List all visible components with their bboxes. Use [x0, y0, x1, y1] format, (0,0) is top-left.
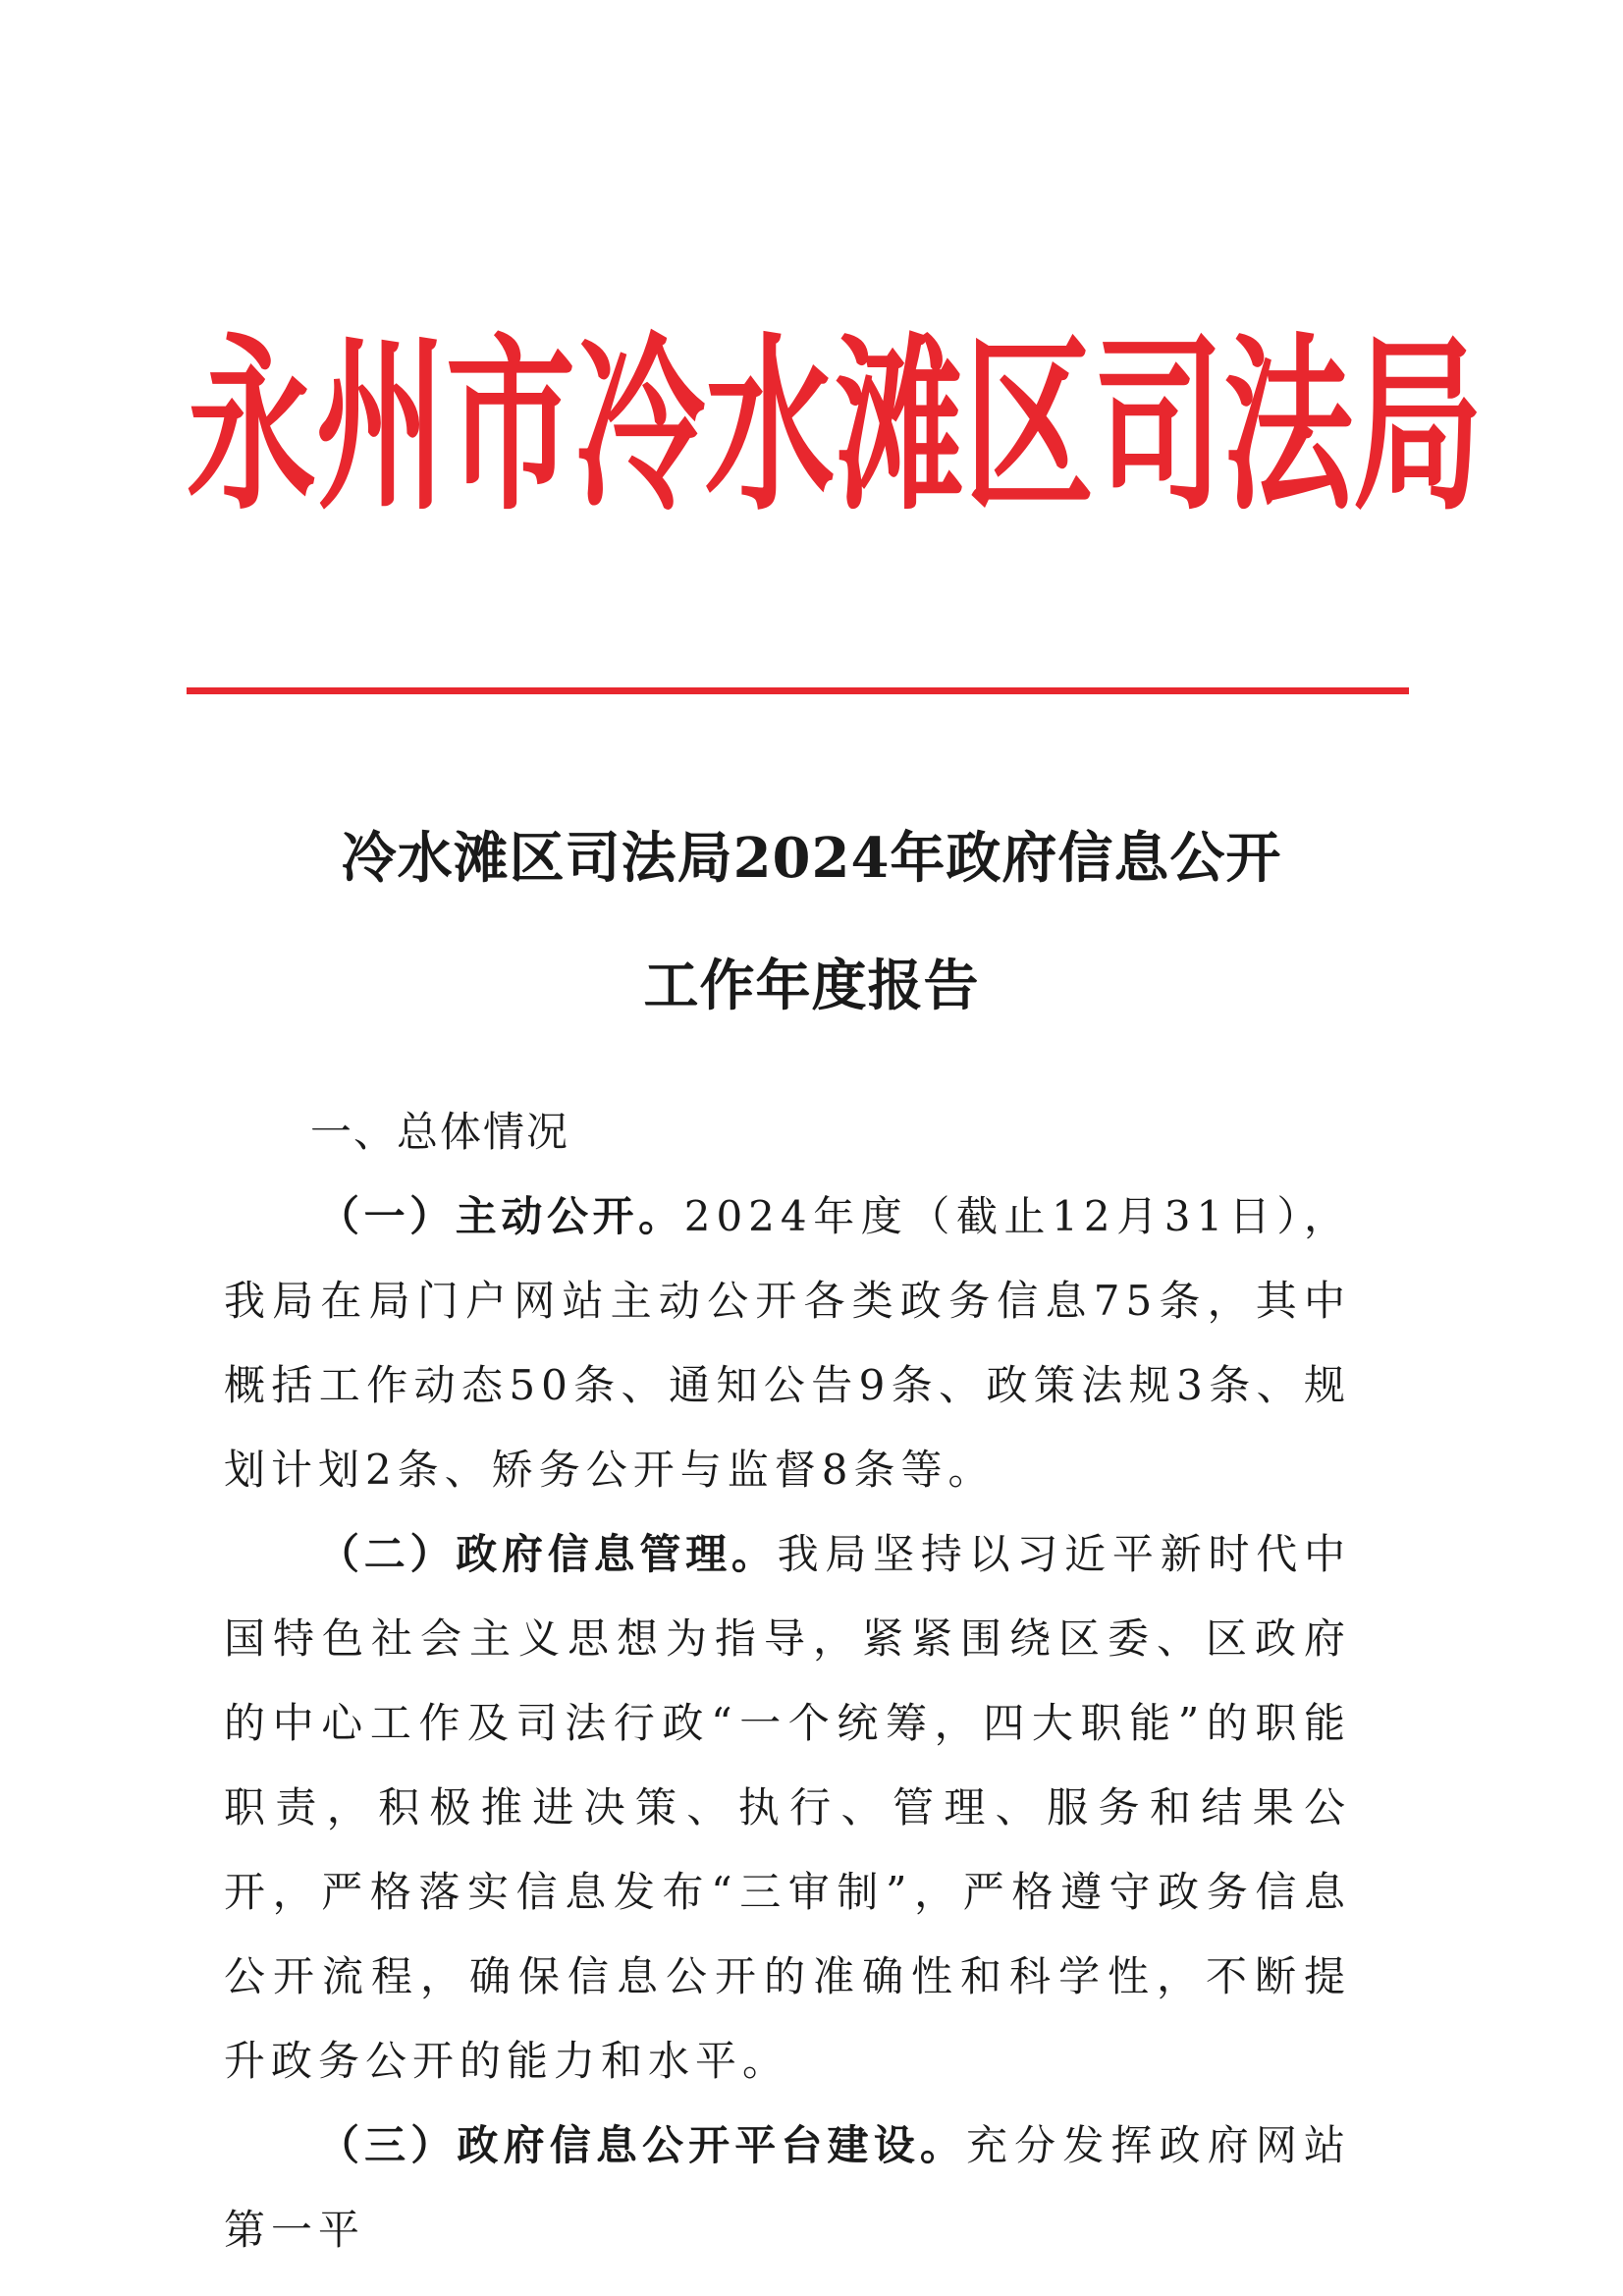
report-body	[224, 1090, 1351, 2272]
letterhead-char: 市	[446, 315, 575, 537]
paragraph-information-management	[224, 1512, 1351, 2104]
paragraph-lead: （三）政府信息公开平台建设。	[318, 2121, 966, 2169]
paragraph-body: 充分发挥政府网站第一平	[224, 2121, 1351, 2254]
letterhead-divider	[187, 687, 1409, 694]
letterhead-char: 滩	[835, 315, 964, 537]
letterhead-char: 永	[187, 315, 316, 537]
letterhead-char: 局	[1353, 315, 1483, 537]
paragraph-proactive-disclosure	[224, 1175, 1351, 1512]
paragraph-lead: （一）主动公开。	[318, 1192, 684, 1240]
paragraph-body: 2024年度（截止12月31日），我局在局门户网站主动公开各类政务信息75条，其中概括工作动态50条、通知公告9条、政策法规3条、规划计划2条、矫务公开与监督8条等。	[224, 1192, 1351, 1494]
report-title-line-1: 冷水滩区司法局2024年政府信息公开	[341, 826, 1282, 891]
paragraph-platform-construction	[224, 2104, 1351, 2272]
paragraph-lead: （二）政府信息管理。	[318, 1530, 778, 1578]
letterhead-char: 州	[316, 315, 446, 537]
letterhead-char: 法	[1223, 315, 1353, 537]
letterhead-char: 司	[1094, 315, 1223, 537]
report-title-line-2: 工作年度报告	[643, 954, 980, 1018]
letterhead-char: 冷	[575, 315, 705, 537]
paragraph-body: 我局坚持以习近平新时代中国特色社会主义思想为指导，紧紧围绕区委、区政府的中心工作及司法行政“一个统筹，四大职能”的职能职责，积极推进决策、执行、管理、服务和结果公开，严格落实信息发布“三审制”，严格遵守政务信息公开流程，确保信息公开的准确性和科学性，不断提升政务公开的能力和水平。	[224, 1530, 1351, 2085]
letterhead-char: 水	[705, 315, 835, 537]
letterhead-char: 区	[964, 315, 1094, 537]
section-heading: 一、总体情况	[310, 1108, 570, 1156]
letterhead	[187, 315, 1483, 537]
